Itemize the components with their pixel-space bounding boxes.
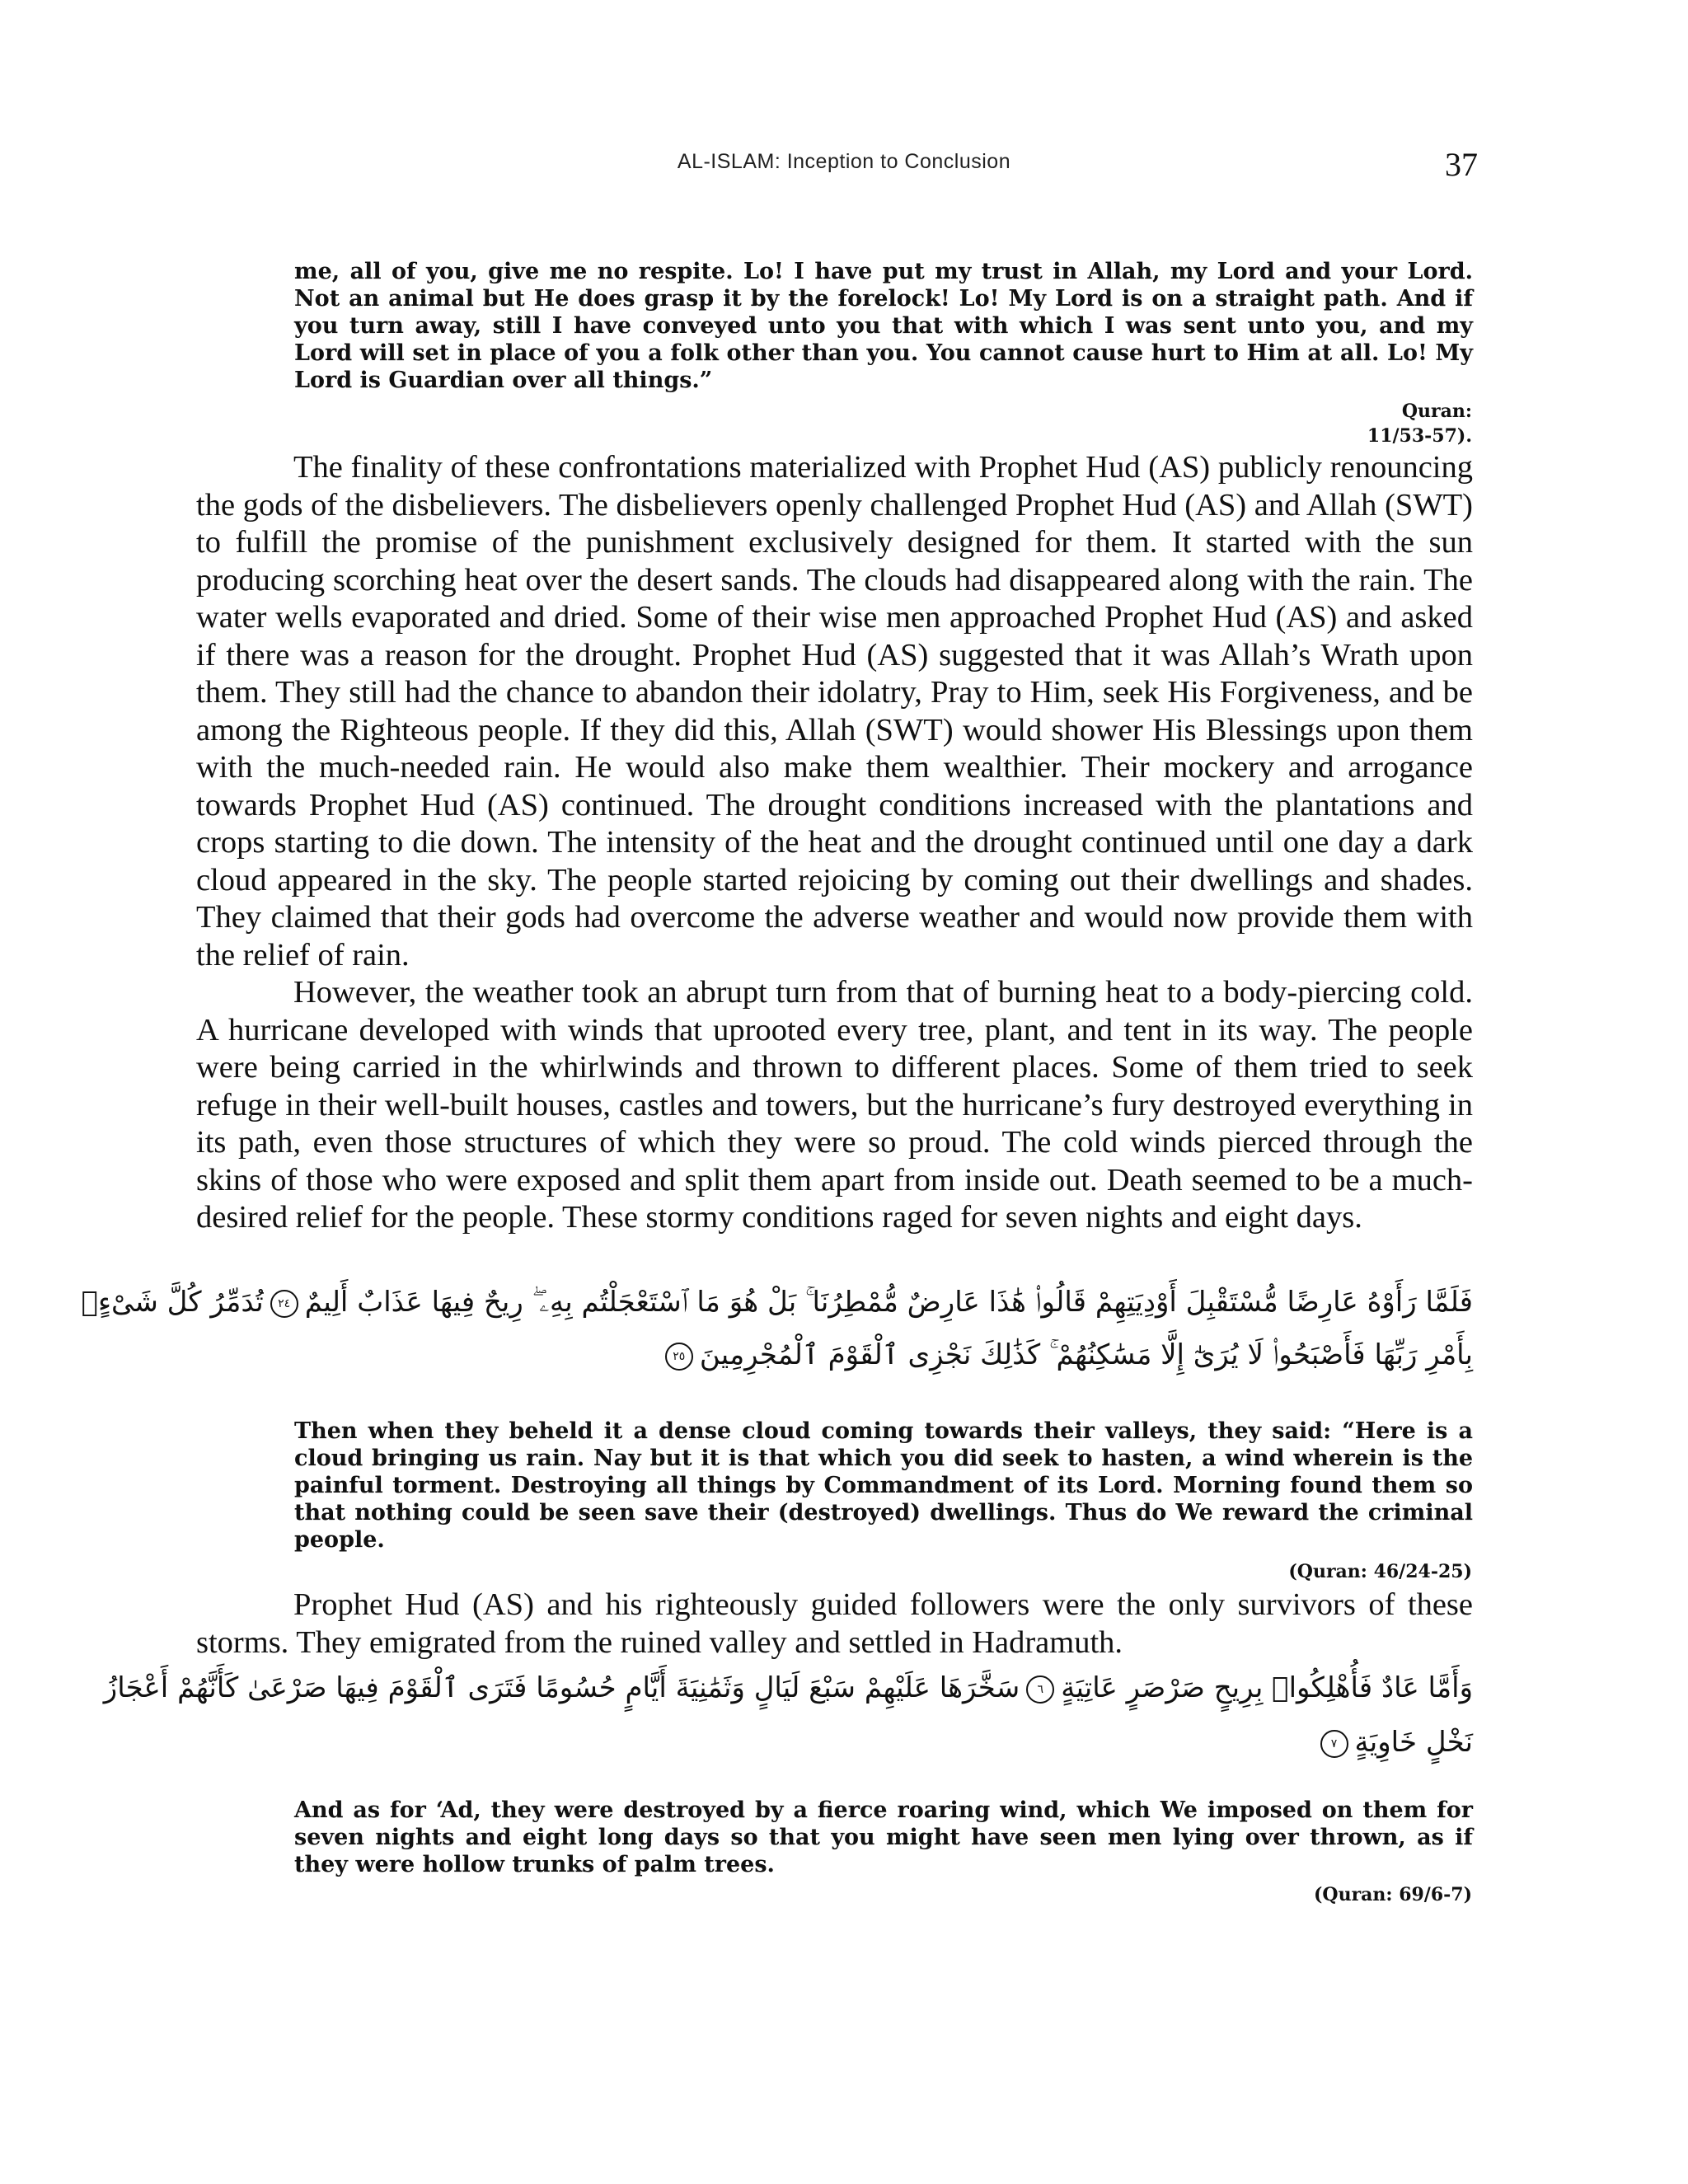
arabic-text: بِأَمْرِ رَبِّهَا فَأَصْبَحُوا۟ لَا يُرَىٰٓ إِلَّا مَسَٰكِنُهُمْ ۚ كَذَٰلِكَ نَجْزِى ٱلْقَوْمَ ٱلْمُجْرِمِينَ: [699, 1338, 1473, 1371]
quran-quote-translation: And as for ‘Ad, they were destroyed by a fierce roaring wind, which We imposed on them for seven nights and eight long days so that you might have seen men lying over thrown, as if they were hollow trunks of palm trees.: [294, 1797, 1473, 1877]
citation-line: 11/53-57).: [1367, 425, 1472, 447]
running-title: AL-ISLAM: Inception to Conclusion: [677, 150, 1011, 173]
arabic-line: [196, 1726, 1473, 1759]
body-text: [196, 449, 1473, 1237]
arabic-text: فَلَمَّا رَأَوْهُ عَارِضًا مُّسْتَقْبِلَ أَوْدِيَتِهِمْ قَالُوا۟ هَٰذَا عَارِضٌ مُّمْطِرُنَا ۚ بَلْ هُوَ مَا ٱسْتَعْجَلْتُم بِهِۦ ۖ رِيحٌ فِيهَا عَذَابٌ أَلِيمٌ: [304, 1286, 1473, 1319]
quran-citation: (Quran: 69/6-7): [1314, 1884, 1472, 1905]
arabic-line: [103, 1671, 1473, 1704]
arabic-text: سَخَّرَهَا عَلَيْهِمْ سَبْعَ لَيَالٍ وَثَمَٰنِيَةَ أَيَّامٍ حُسُومًا فَتَرَى ٱلْقَوْمَ فِيهَا صَرْعَىٰ كَأَنَّهُمْ أَعْجَازُ: [103, 1671, 1020, 1704]
arabic-verse-block: [81, 1286, 1473, 1371]
citation-line: Quran:: [1401, 401, 1472, 422]
verse-number-marker: ٢٤: [270, 1290, 298, 1318]
paragraph: The finality of these confrontations materialized with Prophet Hud (AS) publicly renouncing the gods of the disbelievers. The disbelievers openly challenged Prophet Hud (AS) and Allah (SWT) to fulfill the promise of the punishment exclusively designed for them. It started with the sun producing scorching heat over the desert sands. The clouds had disappeared along with the rain. The water wells evaporated and dried. Some of their wise men approached Prophet Hud (AS) and asked if there was a reason for the drought. Prophet Hud (AS) suggested that it was Allah’s Wrath upon them. They still had the chance to abandon their idolatry, Pray to Him, seek His Forgiveness, and be among the Righteous people. If they did this, Allah (SWT) would shower His Blessings upon them with the much-needed rain. He would also make them wealthier. Their mockery and arrogance towards Prophet Hud (AS) continued. The drought conditions increased with the plantations and crops starting to die down. The intensity of the heat and the drought continued until one day a dark cloud appeared in the sky. The people started rejoicing by coming out their dwellings and shades. They claimed that their gods had overcome the adverse weather and would now provide them with the relief of rain.: [196, 450, 1473, 972]
quran-citation: (Quran: 46/24-25): [1288, 1561, 1472, 1582]
arabic-text: تُدَمِّرُ كُلَّ شَىْءٍۭ: [81, 1286, 264, 1319]
arabic-line: [196, 1338, 1473, 1371]
quran-quote-translation: Then when they beheld it a dense cloud coming towards their valleys, they said: “Here is a cloud bringing us rain. Nay but it is that which you did seek to hasten, a wind wherein is the painful torment. Destroying all things by Commandment of its Lord. Morning found them so that nothing could be seen save their (destroyed) dwellings. Thus do We reward the criminal people.: [294, 1418, 1473, 1553]
verse-number-marker: ٦: [1026, 1675, 1054, 1704]
verse-number-marker: ٧: [1320, 1730, 1348, 1758]
quran-citation: [1357, 399, 1472, 448]
body-text: [196, 1586, 1473, 1661]
arabic-verse-block: [103, 1671, 1473, 1759]
arabic-text: وَأَمَّا عَادٌ فَأُهْلِكُوا۟ بِرِيحٍ صَرْصَرٍ عَاتِيَةٍ: [1061, 1671, 1473, 1704]
paragraph: However, the weather took an abrupt turn from that of burning heat to a body-piercing cold. A hurricane developed with winds that uprooted every tree, plant, and tent in its way. The people were being carried in the whirlwinds and thrown to different places. Some of them tried to seek refuge in their well-built houses, castles and towers, but the hurricane’s fury destroyed everything in its path, even those structures of which they were so proud. The cold winds pierced through the skins of those who were exposed and split them apart from inside out. Death seemed to be a much-desired relief for the people. These stormy conditions raged for seven nights and eight days.: [196, 975, 1473, 1235]
arabic-line: [81, 1286, 1473, 1319]
page-number: 37: [1445, 146, 1478, 183]
quran-quote-translation: me, all of you, give me no respite. Lo! I have put my trust in Allah, my Lord and your Lord. Not an animal but He does grasp it by the forelock! Lo! My Lord is on a straight path. And if you turn away, still I have conveyed unto you that with which I was sent unto you, and my Lord will set in place of you a folk other than you. You cannot cause hurt to Him at all. Lo! My Lord is Guardian over all things.”: [294, 259, 1473, 393]
verse-number-marker: ٢٥: [665, 1343, 693, 1371]
paragraph: Prophet Hud (AS) and his righteously guided followers were the only survivors of these storms. They emigrated from the ruined valley and settled in Hadramuth.: [196, 1587, 1473, 1660]
arabic-text: نَخْلٍ خَاوِيَةٍ: [1354, 1726, 1473, 1759]
